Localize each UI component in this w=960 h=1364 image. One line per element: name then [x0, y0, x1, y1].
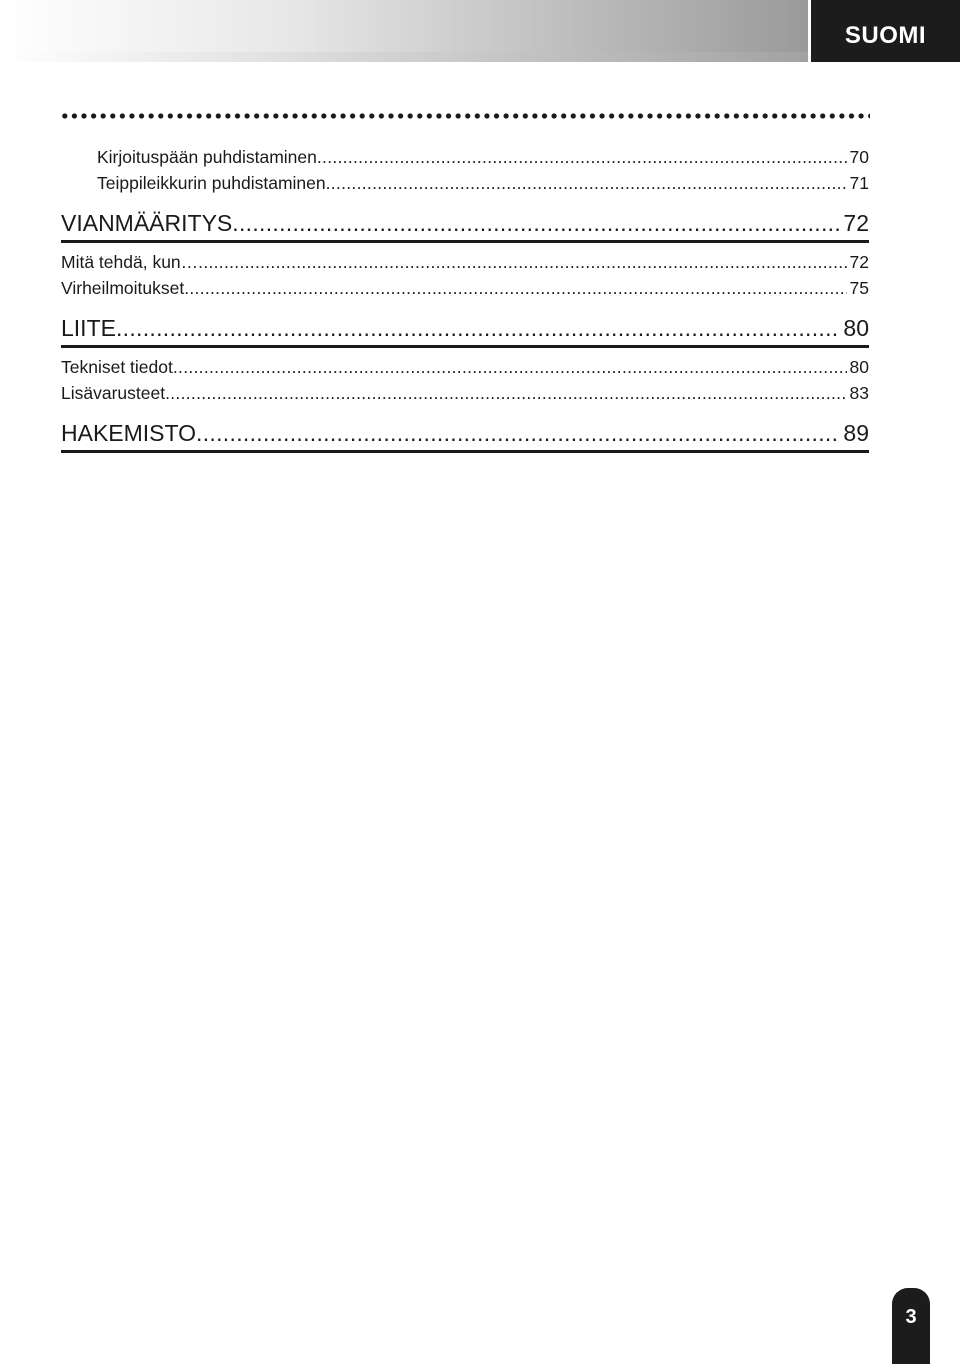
toc-page-number: 80	[843, 315, 869, 341]
toc-entry-label: Virheilmoitukset	[61, 278, 185, 298]
toc-page-number: 72	[843, 210, 869, 236]
toc-page-number: 70	[849, 147, 869, 167]
toc-entry-tekniset-tiedot[interactable]	[61, 354, 869, 380]
toc-entry-mita-tehda[interactable]	[61, 249, 869, 275]
toc-section-title: HAKEMISTO	[61, 420, 197, 446]
toc-leader	[326, 170, 847, 196]
toc-entry-lisavarusteet[interactable]	[61, 380, 869, 406]
toc-section-hakemisto[interactable]	[61, 418, 869, 453]
toc-leader	[198, 249, 846, 275]
toc-entry-virheilmoitukset[interactable]	[61, 275, 869, 301]
toc-page-number: 80	[849, 357, 869, 377]
toc-page-number: 71	[849, 173, 869, 193]
toc-leader	[317, 144, 847, 170]
toc-page-number: 72	[849, 252, 869, 272]
toc-page-number: 75	[849, 278, 869, 298]
toc-section-title: LIITE	[61, 315, 116, 341]
toc-page-number: 83	[849, 383, 869, 403]
toc-entry-label: Lisävarusteet	[61, 383, 166, 403]
language-tab: SUOMI	[811, 0, 960, 62]
toc-section-vianmaaritys[interactable]	[61, 208, 869, 243]
toc-page-number: 89	[843, 420, 869, 446]
toc-leader	[173, 354, 847, 380]
toc-entry-label: Teippileikkurin puhdistaminen	[97, 173, 326, 193]
dotted-divider	[60, 112, 870, 120]
toc-leader	[165, 380, 846, 406]
toc-leader	[116, 313, 840, 343]
toc-section-liite[interactable]	[61, 313, 869, 348]
table-of-contents	[61, 144, 869, 453]
toc-entry-label: Mitä tehdä, kun…	[61, 252, 199, 272]
toc-entry-kirjoituspaan[interactable]	[61, 144, 869, 170]
header-band	[0, 0, 808, 62]
toc-section-title: VIANMÄÄRITYS	[61, 210, 233, 236]
toc-entry-label: Tekniset tiedot	[61, 357, 173, 377]
toc-entry-label: Kirjoituspään puhdistaminen	[97, 147, 317, 167]
toc-leader	[232, 208, 840, 238]
page-number-tab: 3	[892, 1288, 930, 1364]
toc-entry-teippileikkurin[interactable]	[61, 170, 869, 196]
toc-leader	[196, 418, 840, 448]
toc-leader	[184, 275, 846, 301]
